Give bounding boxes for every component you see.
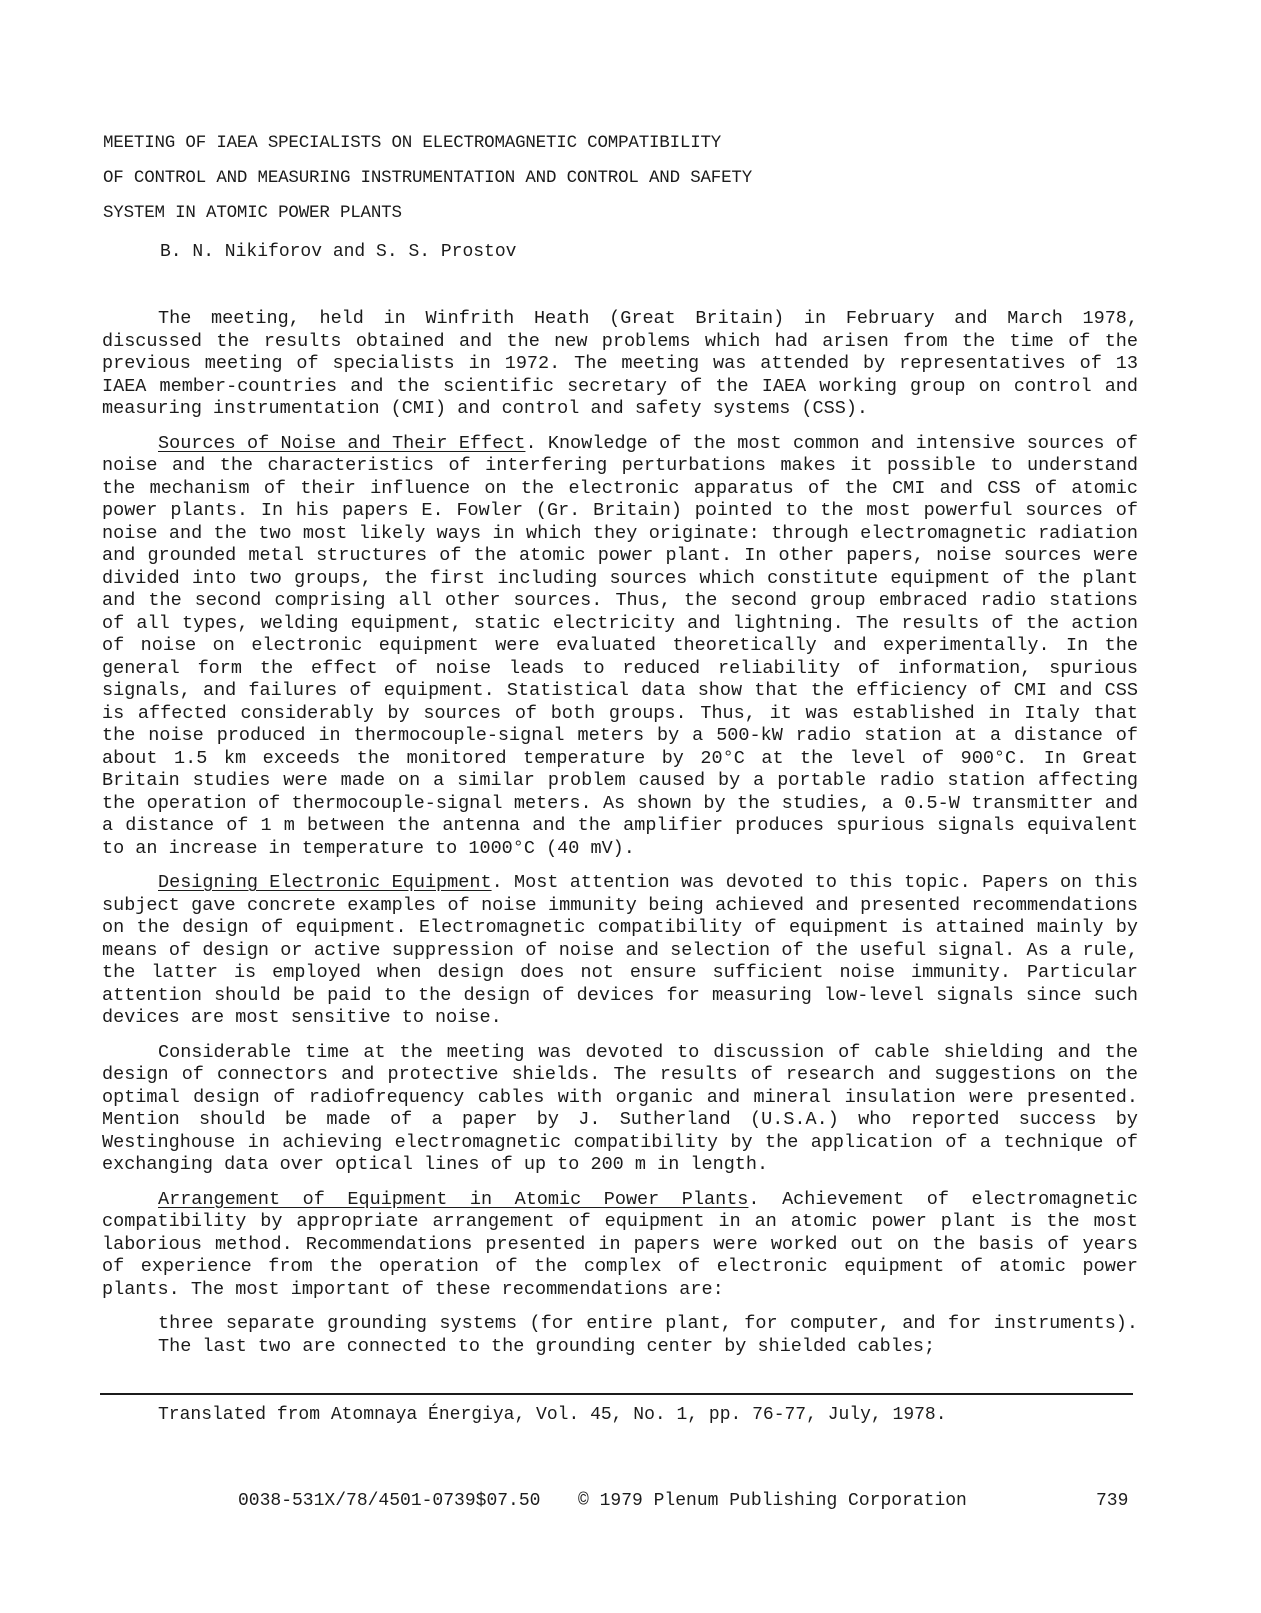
recommendation-item: three separate grounding systems (for entire plant, for computer, and for instruments). The last two are connected to the grounding center by shielded cables; (158, 1313, 1138, 1357)
section-heading-design: Designing Electronic Equipment (158, 872, 492, 893)
section-heading-arrangement: Arrangement of Equipment in Atomic Power Plants (158, 1188, 749, 1210)
footer-code: 0038-531X/78/4501-0739$07.50 (238, 1491, 541, 1511)
page-number: 739 (1096, 1491, 1129, 1511)
authors: B. N. Nikiforov and S. S. Prostov (160, 242, 517, 262)
article-body (102, 308, 1138, 1358)
arrangement-paragraph (102, 1189, 1138, 1302)
section-heading-noise: Sources of Noise and Their Effect (158, 432, 526, 454)
cable-paragraph: Considerable time at the meeting was devoted to discussion of cable shielding and the design of connectors and protective shields. The results of research and suggestions on the optimal design of radiofrequency cables with organic and mineral insulation were presented. Mention should be made of a paper by J. Sutherland (U.S.A.) who reported success by Westinghouse in achieving electromagnetic compatibility by the application of a technique of exchanging data over optical lines of up to 200 m in length. (102, 1041, 1138, 1175)
title-line-2: OF CONTROL AND MEASURING INSTRUMENTATION AND CONTROL AND SAFETY (103, 168, 753, 188)
design-text: . Most attention was devoted to this topic. Papers on this subject gave concrete examples of noise immunity being achieved and presented recommendations on the design of equipment. Electromagnetic compatibility of equipment is attained mainly by means of design or active suppression of noise and selection of the useful signal. As a rule, the latter is employed when design does not ensure sufficient noise immunity. Particular attention should be paid to the design of devices for measuring low-level signals since such devices are most sensitive to noise. (102, 872, 1138, 1028)
title-line-1: MEETING OF IAEA SPECIALISTS ON ELECTROMAGNETIC COMPATIBILITY (103, 133, 722, 153)
noise-paragraph (102, 433, 1138, 861)
footnote-divider (100, 1393, 1133, 1395)
arrangement-text: . Achievement of electromagnetic compatibility by appropriate arrangement of equipment in an atomic power plant is the most laborious method. Recommendations presented in papers were worked out on the basis of years of experience from the operation of the complex of electronic equipment of atomic power plants. The most important of these recommendations are: (102, 1188, 1138, 1300)
design-paragraph (102, 872, 1138, 1030)
intro-paragraph: The meeting, held in Winfrith Heath (Great Britain) in February and March 1978, discussed the results obtained and the new problems which had arisen from the time of the previous meeting of specialists in 1972. The meeting was attended by representatives of 13 IAEA member-countries and the scientific secretary of the IAEA working group on control and measuring instrumentation (CMI) and control and safety systems (CSS). (102, 308, 1138, 419)
footer-copyright: © 1979 Plenum Publishing Corporation (578, 1491, 967, 1511)
article-title (103, 126, 863, 231)
title-line-3: SYSTEM IN ATOMIC POWER PLANTS (103, 203, 402, 223)
translation-footnote: Translated from Atomnaya Énergiya, Vol. 45, No. 1, pp. 76-77, July, 1978. (158, 1405, 947, 1425)
noise-text: . Knowledge of the most common and intensive sources of noise and the characteristics of interfering perturbations makes it possible to understand the mechanism of their influence on the electronic apparatus of the CMI and CSS of atomic power plants. In his papers E. Fowler (Gr. Britain) pointed to the most powerful sources of noise and the two most likely ways in which they originate: through electromagnetic radiation and grounded metal structures of the atomic power plant. In other papers, noise sources were divided into two groups, the first including sources which constitute equipment of the plant and the second comprising all other sources. Thus, the second group embraced radio stations of all types, welding equipment, static electricity and lightning. The results of the action of noise on electronic equipment were evaluated theoretically and experimentally. In the general form the effect of noise leads to reduced reliability of information, spurious signals, and failures of equipment. Statistical data show that the efficiency of CMI and CSS is affected considerably by sources of both groups. Thus, it was established in Italy that the noise produced in thermocouple-signal meters by a 500-kW radio station at a distance of about 1.5 km exceeds the monitored temperature by 20°C at the level of 900°C. In Great Britain studies were made on a similar problem caused by a portable radio station affecting the operation of thermocouple-signal meters. As shown by the studies, a 0.5-W transmitter and a distance of 1 m between the antenna and the amplifier produces spurious signals equivalent to an increase in temperature to 1000°C (40 mV). (102, 432, 1138, 859)
